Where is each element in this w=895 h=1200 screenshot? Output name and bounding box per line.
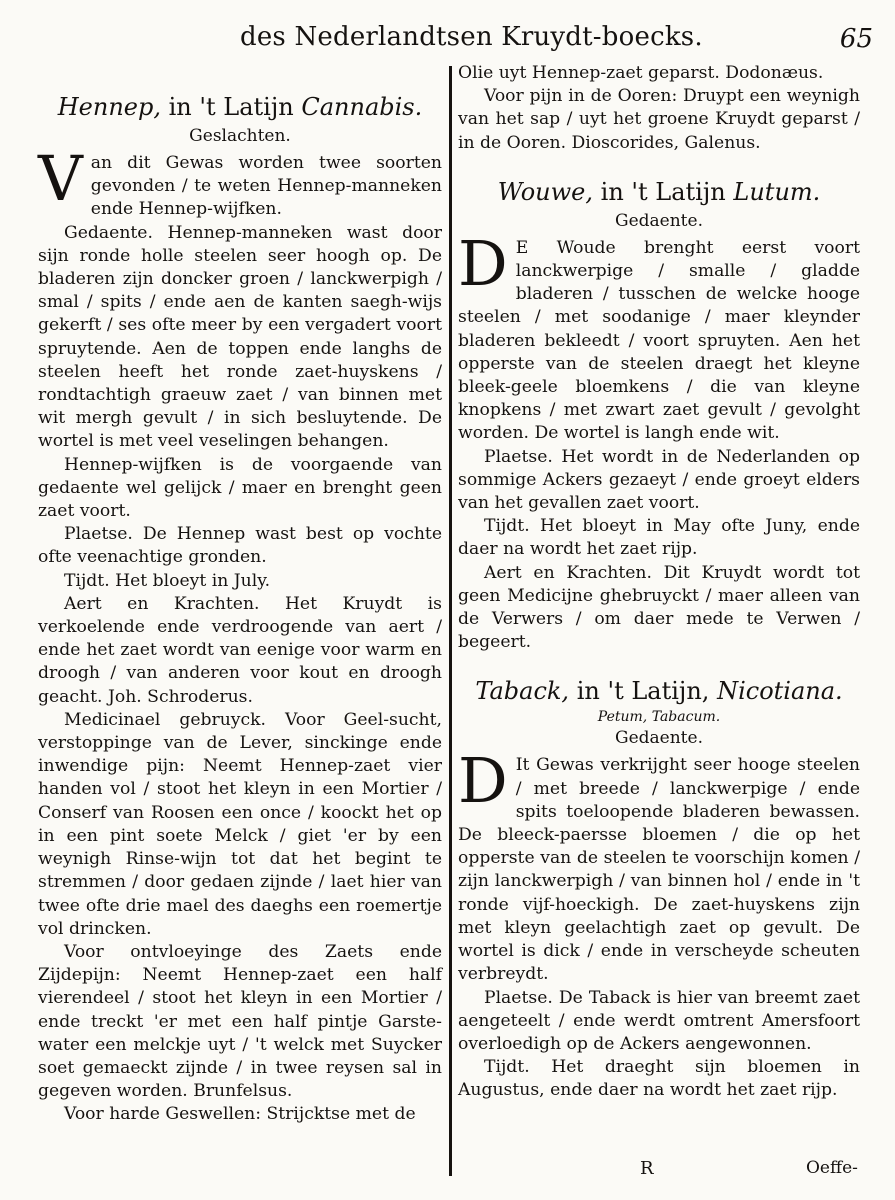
wouwe-title-mid: in 't Latijn: [600, 177, 726, 206]
hennep-gedaente: Gedaente. Hennep-manneken wast door sijn ronde holle steelen seer hoogh op. De bladeren zijn doncker groen / lanckwerpigh / smal / spits / ende aen de kanten saegh-wijs gekerft / ses ofte meer by een vergadert voort spruytende. Aen de toppen ende langhs de steelen heeft het ronde zaet-huyskens / rondtachtigh graeuw zaet / van binnen met wit mergh gevult / in sich besluytende. De wortel is met veel veselingen behangen.: [38, 222, 442, 452]
right-column: [458, 62, 860, 1103]
page-number: 65: [839, 24, 873, 54]
hennep-intro-text: an dit Gewas worden twee soorten gevonden / te weten Hennep-manneken ende Hennep-wijfken.: [90, 153, 442, 220]
catchword: Oeffe-: [806, 1158, 858, 1178]
taback-title-mid: in 't Latijn,: [576, 677, 710, 706]
taback-heading: [458, 676, 860, 706]
ooren-remedy: Voor pijn in de Ooren: Druypt een weynigh van het sap / uyt het groene Kruydt geparst / in de Ooren. Dioscorides, Galenus.: [458, 86, 860, 153]
column-divider: [449, 66, 452, 1176]
left-column: [38, 62, 442, 1127]
dropcap-d-wouwe: D: [458, 226, 508, 300]
dropcap-v: V: [38, 142, 83, 215]
wouwe-gedaente-label: Gedaente.: [615, 210, 703, 231]
hennep-ontvloeyinge: Voor ontvloeyinge des Zaets ende Zijdepijn: Neemt Hennep-zaet een half vierendeel / stoot het kleyn in een Mortier / ende treckt 'er met een half pintje Garste-water een melckje uyt / 't welck met Suycker soet gemaeckt zijnde / in twee reysen sal in gegeven worden. Brunfelsus.: [38, 941, 442, 1102]
wouwe-aert: Aert en Krachten. Dit Kruydt wordt tot geen Medicijne ghebruyckt / maer alleen van de Verwers / om daer mede te Verwen / begeert.: [458, 562, 860, 653]
taback-title-latin: Nicotiana.: [717, 677, 843, 706]
olie-line: Olie uyt Hennep-zaet geparst. Dodonæus.: [458, 63, 824, 83]
wouwe-heading: [458, 177, 860, 207]
hennep-intro: [38, 142, 442, 222]
geslachten-label: Geslachten.: [189, 126, 291, 146]
hennep-heading: [38, 92, 442, 122]
hennep-title-mid: in 't Latijn: [168, 93, 294, 121]
running-head: des Nederlandtsen Kruydt-boecks.: [240, 22, 703, 52]
wouwe-title-latin: Lutum.: [733, 177, 821, 206]
wouwe-gedaente-text: E Woude brenght eerst voort lanckwerpige / smalle / gladde bladeren / tusschen de welcke hooge steelen / met soodanige / maer kleynder bladeren bekleedt / voort spruyten. Aen het opperste van de steelen draegt het kleyne bleek-geele bloemkens / die van kleyne knopkens / met zwart zaet gevult / gevolght worden. De wortel is langh ende wit.: [458, 237, 860, 444]
hennep-medicinael: Medicinael gebruyck. Voor Geel-sucht, verstoppinge van de Lever, sinckinge ende inwendige pijn: Neemt Hennep-zaet vier handen vol / stoot het kleyn in een Mortier / Conserf van Roosen een once / koockt het op in een pint soete Melck / giet 'er by een weynigh Rinse-wijn tot dat het begint te stremmen / door gedaen zijnde / laet hier van twee ofte drie mael des daeghs een roemertje vol drincken.: [38, 709, 442, 939]
taback-plaetse: Plaetse. De Taback is hier van breemt zaet aengeteelt / ende werdt omtrent Amersfoort overloedigh op de Ackers aengewonnen.: [458, 987, 860, 1054]
taback-title-name: Taback,: [475, 677, 570, 706]
hennep-tijdt: Tijdt. Het bloeyt in July.: [64, 570, 271, 591]
wouwe-plaetse: Plaetse. Het wordt in de Nederlanden op sommige Ackers gezaeyt / ende groeyt elders van het gevallen zaet voort.: [458, 446, 860, 514]
wouwe-gedaente: [458, 226, 860, 446]
taback-synonyms: Petum, Tabacum.: [597, 709, 721, 726]
taback-gedaente-label: Gedaente.: [615, 728, 703, 749]
hennep-title-name: Hennep,: [57, 93, 161, 121]
hennep-aert: Aert en Krachten. Het Kruydt is verkoelende ende verdroogende van aert / ende het zaet wordt van eenige voor warm en droogh / van anderen voor kout en droogh geacht. Joh. Schroderus.: [38, 593, 442, 707]
hennep-title-latin: Cannabis.: [301, 93, 423, 121]
taback-gedaente-text: It Gewas verkrijght seer hooge steelen / met breede / lanckwerpige / ende spits toeloopende bladeren bewassen. De bleeck-paersse bloemen / die op het opperste van de steelen te voorschijn komen / zijn lanckwerpigh / van binnen hol / ende in 't ronde vijf-hoeckigh. De zaet-huyskens zijn met kleyn geelachtigh zaet op gevult. De wortel is dick / ende in verscheyde scheuten verbreydt.: [458, 755, 860, 985]
signature-mark: R: [640, 1158, 654, 1179]
taback-gedaente: [458, 744, 860, 986]
taback-tijdt: Tijdt. Het draeght sijn bloemen in Augustus, ende daer na wordt het zaet rijp.: [458, 1057, 860, 1101]
wouwe-tijdt: Tijdt. Het bloeyt in May ofte Juny, ende daer na wordt het zaet rijp.: [458, 516, 860, 560]
hennep-geswellen: Voor harde Geswellen: Strijcktse met de: [64, 1104, 416, 1125]
dropcap-d-taback: D: [458, 744, 508, 818]
hennep-plaetse: Plaetse. De Hennep wast best op vochte ofte veenachtige gronden.: [38, 524, 442, 568]
wouwe-title-name: Wouwe,: [497, 177, 594, 206]
hennep-wijfken: Hennep-wijfken is de voorgaende van gedaente wel gelijck / maer en brenght geen zaet voort.: [38, 454, 442, 522]
